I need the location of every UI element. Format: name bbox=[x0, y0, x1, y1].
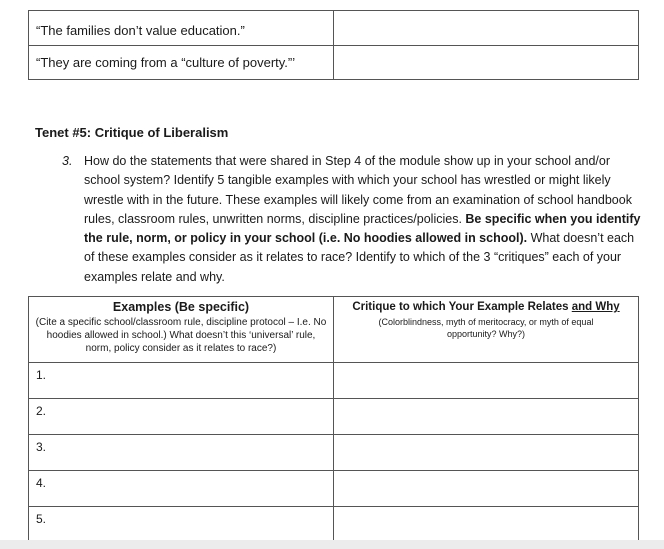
critique-header-title: Critique to which Your Example Relates bbox=[352, 301, 569, 313]
section-heading: Tenet #5: Critique of Liberalism bbox=[35, 125, 229, 140]
critique-cell[interactable] bbox=[334, 435, 639, 471]
critique-header-and-why: and Why bbox=[571, 301, 620, 313]
critique-header-subtitle: (Colorblindness, myth of meritocracy, or myth of equal opportunity? Why?) bbox=[378, 317, 594, 339]
question-text bbox=[84, 152, 648, 287]
table-row bbox=[29, 435, 639, 471]
table-row bbox=[29, 507, 639, 541]
critique-header bbox=[334, 297, 639, 363]
examples-header bbox=[29, 297, 334, 363]
critique-cell[interactable] bbox=[334, 399, 639, 435]
examples-header-title: Examples (Be specific) bbox=[112, 300, 250, 314]
table-row bbox=[29, 399, 639, 435]
example-cell[interactable]: 4. bbox=[29, 471, 334, 507]
table-row bbox=[29, 363, 639, 399]
critique-cell[interactable] bbox=[334, 471, 639, 507]
response-cell[interactable] bbox=[334, 11, 639, 46]
table-header-row bbox=[29, 297, 639, 363]
quote-cell: “The families don’t value education.” bbox=[29, 11, 334, 46]
quote-cell: “They are coming from a “culture of poverty.”’ bbox=[29, 46, 334, 80]
question-text-part1: How do the statements that were shared in Step 4 of the module show up in your school and/or school system? Identify 5 tangible examples with which your school has wrestled or might likely wrestle with in the future. These examples will likely come from an examination of school handbook rules, classroom rules, unwritten norms, discipline practices/policies. bbox=[84, 154, 632, 226]
critique-cell[interactable] bbox=[334, 363, 639, 399]
example-cell[interactable]: 5. bbox=[29, 507, 334, 541]
examples-table bbox=[28, 296, 639, 541]
response-cell[interactable] bbox=[334, 46, 639, 80]
question-number: 3. bbox=[62, 154, 73, 168]
table-row bbox=[29, 11, 639, 46]
table-row bbox=[29, 471, 639, 507]
quotes-table bbox=[28, 10, 639, 80]
table-row bbox=[29, 46, 639, 80]
example-cell[interactable]: 3. bbox=[29, 435, 334, 471]
question-3 bbox=[62, 152, 648, 287]
question-text-part2: What doesn’t each of these examples consider as it relates to race? Identify to which of the 3 “critiques” each of your examples relate and why. bbox=[84, 231, 635, 284]
page-bottom-edge bbox=[0, 540, 664, 549]
question-text-bold: Be specific when you identify the rule, norm, or policy in your school (i.e. No hoodies allowed in school). bbox=[84, 211, 641, 246]
critique-cell[interactable] bbox=[334, 507, 639, 541]
example-cell[interactable]: 1. bbox=[29, 363, 334, 399]
example-cell[interactable]: 2. bbox=[29, 399, 334, 435]
examples-header-subtitle: (Cite a specific school/classroom rule, discipline protocol – I.e. No hoodies allowed in school.) What doesn’t this ‘universal’ rule, norm, policy consider as it relates to race?) bbox=[35, 317, 327, 354]
